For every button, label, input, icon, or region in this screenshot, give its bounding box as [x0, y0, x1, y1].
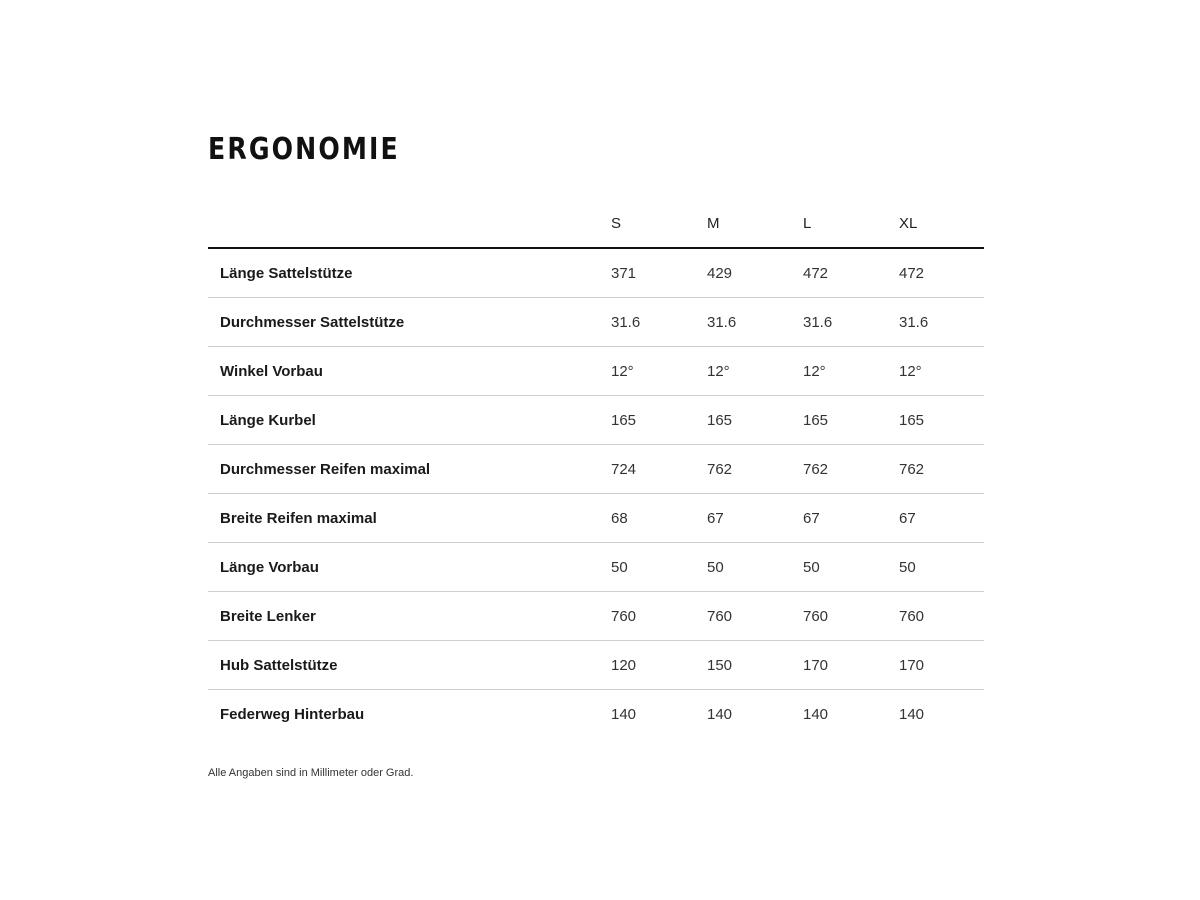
cell-m: 150: [707, 641, 803, 690]
cell-s: 165: [611, 396, 707, 445]
cell-s: 12°: [611, 347, 707, 396]
cell-l: 472: [803, 248, 899, 298]
table-row: [208, 543, 984, 592]
cell-m: 140: [707, 705, 733, 723]
cell-l: 760: [803, 592, 899, 641]
row-label: Breite Reifen maximal: [208, 494, 611, 543]
header-size-l: L: [803, 200, 899, 248]
row-label: Hub Sattelstütze: [208, 641, 611, 690]
row-label: Breite Lenker: [208, 592, 611, 641]
row-label: Federweg Hinterbau: [220, 705, 365, 723]
cell-m: 50: [707, 543, 803, 592]
cell-s: 724: [611, 445, 707, 494]
cell-s: 50: [611, 543, 707, 592]
cell-xl: 165: [899, 396, 984, 445]
table-row: [208, 248, 984, 298]
row-label: Länge Kurbel: [208, 396, 611, 445]
table-row: [208, 445, 984, 494]
cell-l: 165: [803, 396, 899, 445]
cell-xl: 762: [899, 445, 984, 494]
ergonomics-section: [208, 128, 984, 779]
cell-xl: 170: [899, 641, 984, 690]
cell-m: 12°: [707, 347, 803, 396]
table-row: [208, 592, 984, 641]
cell-m: 31.6: [707, 298, 803, 347]
cell-l: 762: [803, 445, 899, 494]
header-size-xl: XL: [899, 200, 984, 248]
row-label: Durchmesser Sattelstütze: [208, 298, 611, 347]
cell-xl: 12°: [899, 347, 984, 396]
cell-s: 760: [611, 592, 707, 641]
table-row: [208, 298, 984, 347]
row-label: Länge Vorbau: [208, 543, 611, 592]
cell-xl: 472: [899, 248, 984, 298]
table-row: [208, 396, 984, 445]
table-header-row: [208, 200, 984, 248]
table-row: [208, 347, 984, 396]
ergonomics-table: [208, 200, 984, 738]
cell-m: 67: [707, 494, 803, 543]
cell-xl: 140: [899, 705, 925, 723]
cell-l: 140: [803, 705, 829, 723]
cell-m: 429: [707, 248, 803, 298]
row-label: Winkel Vorbau: [208, 347, 611, 396]
cell-l: 50: [803, 543, 899, 592]
cell-xl: 50: [899, 543, 984, 592]
cell-xl: 31.6: [899, 298, 984, 347]
cell-l: 31.6: [803, 298, 899, 347]
cell-m: 165: [707, 396, 803, 445]
cell-xl: 760: [899, 592, 984, 641]
cell-l: 12°: [803, 347, 899, 396]
cell-m: 762: [707, 445, 803, 494]
section-title: ERGONOMIE: [208, 132, 400, 167]
table-row: [208, 641, 984, 690]
header-label-column: [208, 200, 611, 248]
cell-s: 371: [611, 248, 707, 298]
header-size-s: S: [611, 200, 707, 248]
cell-l: 170: [803, 641, 899, 690]
cell-s: 68: [611, 494, 707, 543]
header-size-m: M: [707, 200, 803, 248]
cell-m: 760: [707, 592, 803, 641]
cell-s: 140: [611, 705, 637, 723]
row-label: Länge Sattelstütze: [208, 248, 611, 298]
table-row: [208, 690, 984, 739]
cell-s: 120: [611, 641, 707, 690]
cell-xl: 67: [899, 494, 984, 543]
cell-l: 67: [803, 494, 899, 543]
cell-s: 31.6: [611, 298, 707, 347]
units-footnote: Alle Angaben sind in Millimeter oder Grad.: [208, 767, 414, 779]
table-row: [208, 494, 984, 543]
row-label: Durchmesser Reifen maximal: [208, 445, 611, 494]
